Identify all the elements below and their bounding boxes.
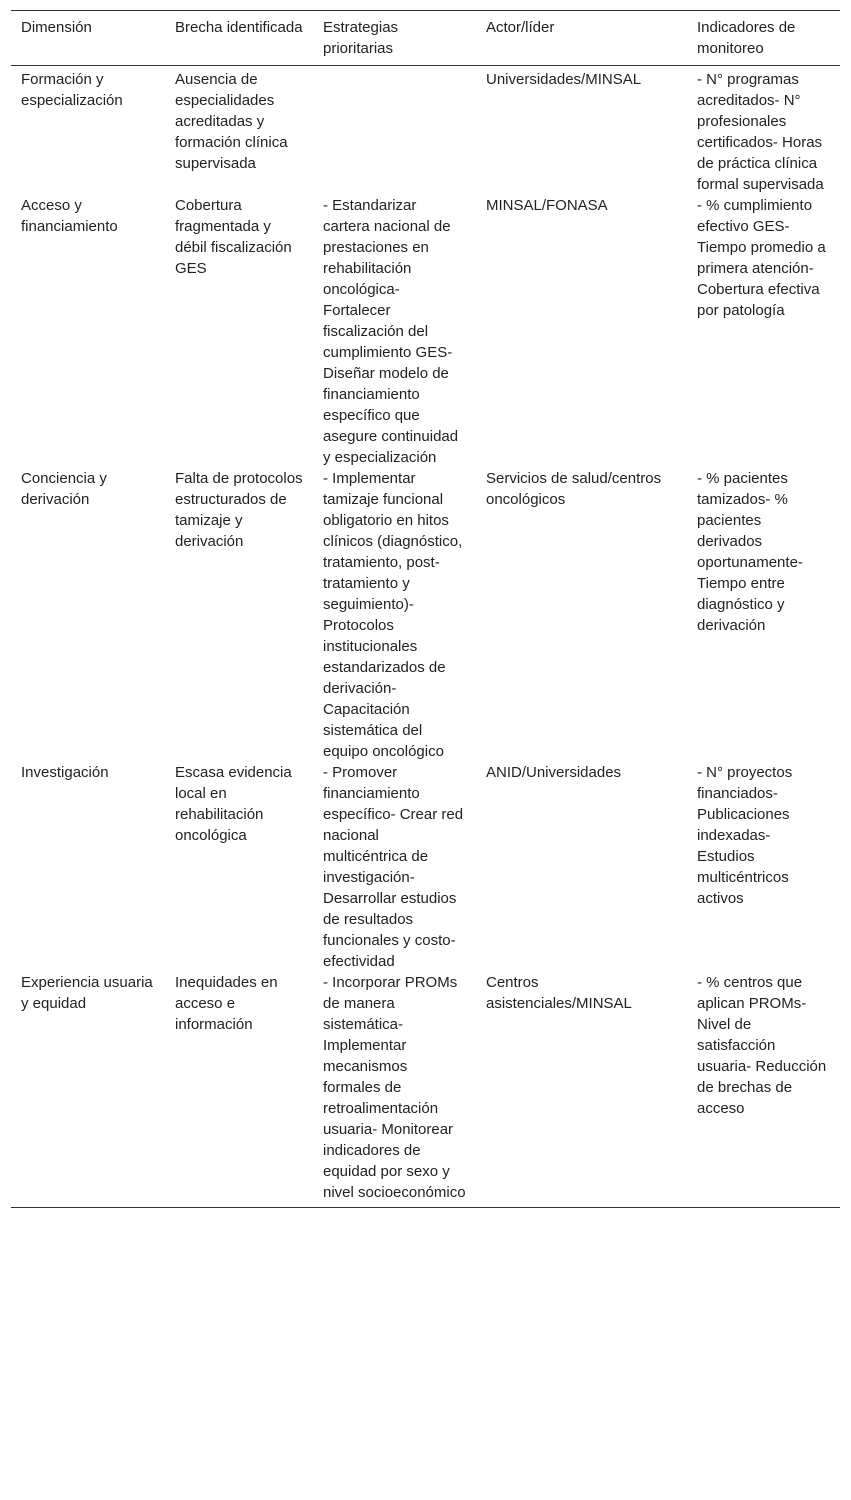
cell-indicators: - % pacientes tamizados- % pacientes derivados oportunamente- Tiempo entre diagnóstico y derivación [697, 470, 803, 634]
cell-strategies: - Estandarizar cartera nacional de prestaciones en rehabilitación oncológica- Fortalecer fiscalización del cumplimiento GES- Diseñar modelo de financiamiento específico que asegure continuidad y especialización [323, 197, 459, 466]
cell-dimension: Acceso y financiamiento [21, 197, 118, 235]
cell-dimension: Experiencia usuaria y equidad [21, 974, 153, 1012]
cell-actor: Servicios de salud/centros oncológicos [486, 470, 662, 508]
cell-gap: Ausencia de especialidades acreditadas y formación clínica supervisada [175, 71, 288, 172]
cell-actor: Centros asistenciales/MINSAL [486, 974, 632, 1012]
cell-dimension: Investigación [21, 764, 109, 781]
cell-dimension: Conciencia y derivación [21, 470, 107, 508]
cell-actor: MINSAL/FONASA [486, 197, 608, 214]
header-indicators: Indicadores de monitoreo [697, 19, 796, 57]
table-header [11, 11, 840, 66]
table-body [11, 66, 840, 1208]
table-row [11, 468, 840, 762]
strategy-table [11, 10, 840, 1208]
cell-indicators: - N° proyectos financiados- Publicaciones indexadas- Estudios multicéntricos activos [697, 764, 793, 907]
header-actor: Actor/líder [486, 19, 555, 36]
header-strategies: Estrategias prioritarias [323, 19, 399, 57]
table-row [11, 66, 840, 196]
cell-actor: Universidades/MINSAL [486, 71, 642, 88]
cell-gap: Falta de protocolos estructurados de tamizaje y derivación [175, 470, 303, 550]
cell-strategies: - Implementar tamizaje funcional obligatorio en hitos clínicos (diagnóstico, tratamiento, post-tratamiento y seguimiento)- Protocolos institucionales estandarizados de derivación- Capacitación sistemática del equipo oncológico [323, 470, 463, 760]
cell-strategies: - Promover financiamiento específico- Crear red nacional multicéntrica de investigación- Desarrollar estudios de resultados funcionales y costo-efectividad [323, 764, 464, 970]
cell-indicators: - N° programas acreditados- N° profesionales certificados- Horas de práctica clínica formal supervisada [697, 71, 824, 193]
header-gap: Brecha identificada [175, 19, 303, 36]
cell-dimension: Formación y especialización [21, 71, 123, 109]
cell-gap: Inequidades en acceso e información [175, 974, 278, 1033]
cell-indicators: - % centros que aplican PROMs- Nivel de satisfacción usuaria- Reducción de brechas de acceso [697, 974, 827, 1117]
cell-indicators: - % cumplimiento efectivo GES- Tiempo promedio a primera atención- Cobertura efectiva por patología [697, 197, 826, 319]
header-row [11, 11, 840, 66]
cell-strategies: - Incorporar PROMs de manera sistemática- Implementar mecanismos formales de retroalimentación usuaria- Monitorear indicadores de equidad por sexo y nivel socioeconómico [323, 974, 466, 1201]
table-row [11, 972, 840, 1208]
cell-gap: Cobertura fragmentada y débil fiscalización GES [175, 197, 292, 277]
table-row [11, 762, 840, 972]
table-row [11, 195, 840, 468]
cell-strategies [313, 66, 476, 196]
cell-actor: ANID/Universidades [486, 764, 622, 781]
header-dimension: Dimensión [21, 19, 92, 36]
cell-gap: Escasa evidencia local en rehabilitación oncológica [175, 764, 292, 844]
